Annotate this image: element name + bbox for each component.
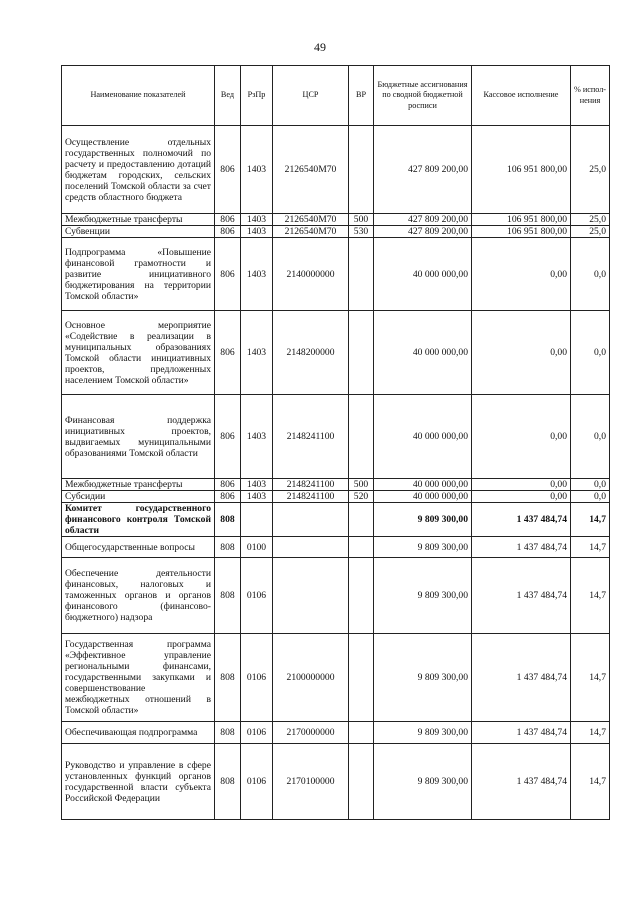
- cell-percent: 0,0: [571, 395, 610, 479]
- table-row: [62, 722, 610, 744]
- cell-cash-execution: 106 951 800,00: [472, 214, 571, 226]
- cell-percent: 0,0: [571, 479, 610, 491]
- cell-rzpr: [241, 503, 273, 537]
- cell-csr: 2148241100: [273, 395, 349, 479]
- cell-csr: 2148241100: [273, 479, 349, 491]
- cell-assignments: 9 809 300,00: [374, 503, 472, 537]
- cell-percent: 14,7: [571, 537, 610, 558]
- cell-csr: 2126540М70: [273, 214, 349, 226]
- header-csr: ЦСР: [273, 66, 349, 126]
- table-row: [62, 537, 610, 558]
- table-header-row: [62, 66, 610, 126]
- cell-ved: 806: [215, 311, 241, 395]
- budget-execution-table: [61, 65, 610, 820]
- cell-assignments: 427 809 200,00: [374, 214, 472, 226]
- cell-csr: 2126540М70: [273, 126, 349, 214]
- cell-ved: 806: [215, 491, 241, 503]
- cell-vr: [349, 744, 374, 820]
- cell-percent: 14,7: [571, 634, 610, 722]
- table-row: [62, 491, 610, 503]
- cell-ved: 806: [215, 395, 241, 479]
- cell-rzpr: 1403: [241, 126, 273, 214]
- cell-vr: [349, 503, 374, 537]
- cell-percent: 14,7: [571, 503, 610, 537]
- table-row: [62, 311, 610, 395]
- table-body: [62, 126, 610, 820]
- header-percent: % испол-нения: [571, 66, 610, 126]
- cell-rzpr: 0106: [241, 634, 273, 722]
- cell-assignments: 427 809 200,00: [374, 126, 472, 214]
- cell-ved: 806: [215, 479, 241, 491]
- header-name: Наименование показателей: [62, 66, 215, 126]
- cell-rzpr: 1403: [241, 311, 273, 395]
- cell-assignments: 9 809 300,00: [374, 537, 472, 558]
- table-row: [62, 395, 610, 479]
- cell-rzpr: 1403: [241, 479, 273, 491]
- cell-csr: 2140000000: [273, 238, 349, 311]
- table-row: [62, 634, 610, 722]
- table-row: [62, 558, 610, 634]
- cell-csr: [273, 503, 349, 537]
- cell-vr: 520: [349, 491, 374, 503]
- cell-ved: 808: [215, 558, 241, 634]
- cell-cash-execution: 1 437 484,74: [472, 744, 571, 820]
- cell-assignments: 9 809 300,00: [374, 722, 472, 744]
- page-number: 49: [314, 40, 326, 54]
- header-assignments: Бюджетные ассигнования по сводной бюджетной росписи: [374, 66, 472, 126]
- cell-vr: [349, 558, 374, 634]
- cell-name: Общегосударственные вопросы: [62, 537, 215, 558]
- cell-percent: 25,0: [571, 214, 610, 226]
- cell-cash-execution: 1 437 484,74: [472, 634, 571, 722]
- cell-cash-execution: 0,00: [472, 491, 571, 503]
- cell-percent: 0,0: [571, 238, 610, 311]
- cell-vr: [349, 722, 374, 744]
- cell-rzpr: 1403: [241, 395, 273, 479]
- cell-name: Финансовая поддержка инициативных проектов, выдвигаемых муниципальными образованиями Томской области: [62, 395, 215, 479]
- cell-cash-execution: 0,00: [472, 395, 571, 479]
- cell-rzpr: 0100: [241, 537, 273, 558]
- cell-ved: 806: [215, 226, 241, 238]
- cell-cash-execution: 0,00: [472, 238, 571, 311]
- cell-assignments: 9 809 300,00: [374, 744, 472, 820]
- cell-rzpr: 1403: [241, 491, 273, 503]
- cell-ved: 808: [215, 744, 241, 820]
- table-row: [62, 226, 610, 238]
- cell-percent: 14,7: [571, 722, 610, 744]
- cell-rzpr: 0106: [241, 744, 273, 820]
- cell-cash-execution: 1 437 484,74: [472, 503, 571, 537]
- cell-vr: 500: [349, 214, 374, 226]
- cell-ved: 806: [215, 214, 241, 226]
- cell-ved: 808: [215, 503, 241, 537]
- cell-rzpr: 1403: [241, 238, 273, 311]
- cell-percent: 14,7: [571, 744, 610, 820]
- cell-assignments: 40 000 000,00: [374, 479, 472, 491]
- cell-cash-execution: 1 437 484,74: [472, 537, 571, 558]
- cell-vr: [349, 311, 374, 395]
- cell-rzpr: 0106: [241, 722, 273, 744]
- cell-rzpr: 0106: [241, 558, 273, 634]
- cell-name: Государственная программа «Эффективное управление региональными финансами, государственными закупками и совершенствование межбюджетных отношений в Томской области»: [62, 634, 215, 722]
- header-vr: ВР: [349, 66, 374, 126]
- cell-name: Обеспечение деятельности финансовых, налоговых и таможенных органов и органов финансового (финансово-бюджетного) надзора: [62, 558, 215, 634]
- cell-csr: 2170000000: [273, 722, 349, 744]
- cell-rzpr: 1403: [241, 214, 273, 226]
- table-row: [62, 479, 610, 491]
- cell-name: Комитет государственного финансового контроля Томской области: [62, 503, 215, 537]
- cell-name: Руководство и управление в сфере установленных функций органов государственной власти субъекта Российской Федерации: [62, 744, 215, 820]
- cell-assignments: 9 809 300,00: [374, 634, 472, 722]
- cell-cash-execution: 106 951 800,00: [472, 226, 571, 238]
- table-row: [62, 744, 610, 820]
- cell-name: Межбюджетные трансферты: [62, 214, 215, 226]
- cell-cash-execution: 0,00: [472, 311, 571, 395]
- cell-assignments: 40 000 000,00: [374, 311, 472, 395]
- cell-vr: [349, 126, 374, 214]
- cell-ved: 808: [215, 634, 241, 722]
- table-row: [62, 503, 610, 537]
- cell-assignments: 427 809 200,00: [374, 226, 472, 238]
- cell-csr: 2100000000: [273, 634, 349, 722]
- cell-rzpr: 1403: [241, 226, 273, 238]
- cell-cash-execution: 106 951 800,00: [472, 126, 571, 214]
- cell-assignments: 40 000 000,00: [374, 395, 472, 479]
- cell-csr: 2148200000: [273, 311, 349, 395]
- cell-name: Основное мероприятие «Содействие в реализации в муниципальных образованиях Томской области инициативных проектов, предложенных населением Томской области»: [62, 311, 215, 395]
- header-ved: Вед: [215, 66, 241, 126]
- cell-percent: 14,7: [571, 558, 610, 634]
- cell-vr: [349, 238, 374, 311]
- cell-name: Межбюджетные трансферты: [62, 479, 215, 491]
- cell-vr: 500: [349, 479, 374, 491]
- cell-name: Субвенции: [62, 226, 215, 238]
- cell-csr: 2126540М70: [273, 226, 349, 238]
- cell-name: Субсидии: [62, 491, 215, 503]
- cell-name: Обеспечивающая подпрограмма: [62, 722, 215, 744]
- cell-csr: [273, 558, 349, 634]
- cell-ved: 808: [215, 537, 241, 558]
- cell-assignments: 40 000 000,00: [374, 491, 472, 503]
- cell-name: Подпрограмма «Повышение финансовой грамотности и развитие инициативного бюджетирования на территории Томской области»: [62, 238, 215, 311]
- table-row: [62, 238, 610, 311]
- cell-cash-execution: 0,00: [472, 479, 571, 491]
- cell-vr: [349, 395, 374, 479]
- cell-name: Осуществление отдельных государственных полномочий по расчету и предоставлению дотаций бюджетам городских, сельских поселений Томской области за счет средств областного бюджета: [62, 126, 215, 214]
- cell-vr: 530: [349, 226, 374, 238]
- header-rzpr: РзПр: [241, 66, 273, 126]
- cell-csr: 2170100000: [273, 744, 349, 820]
- cell-assignments: 9 809 300,00: [374, 558, 472, 634]
- cell-csr: [273, 537, 349, 558]
- cell-vr: [349, 634, 374, 722]
- cell-ved: 806: [215, 126, 241, 214]
- cell-percent: 0,0: [571, 311, 610, 395]
- cell-assignments: 40 000 000,00: [374, 238, 472, 311]
- cell-percent: 0,0: [571, 491, 610, 503]
- cell-ved: 808: [215, 722, 241, 744]
- cell-cash-execution: 1 437 484,74: [472, 722, 571, 744]
- table-row: [62, 126, 610, 214]
- cell-percent: 25,0: [571, 126, 610, 214]
- cell-ved: 806: [215, 238, 241, 311]
- cell-csr: 2148241100: [273, 491, 349, 503]
- cell-cash-execution: 1 437 484,74: [472, 558, 571, 634]
- cell-percent: 25,0: [571, 226, 610, 238]
- cell-vr: [349, 537, 374, 558]
- header-cash-execution: Кассовое исполнение: [472, 66, 571, 126]
- table-row: [62, 214, 610, 226]
